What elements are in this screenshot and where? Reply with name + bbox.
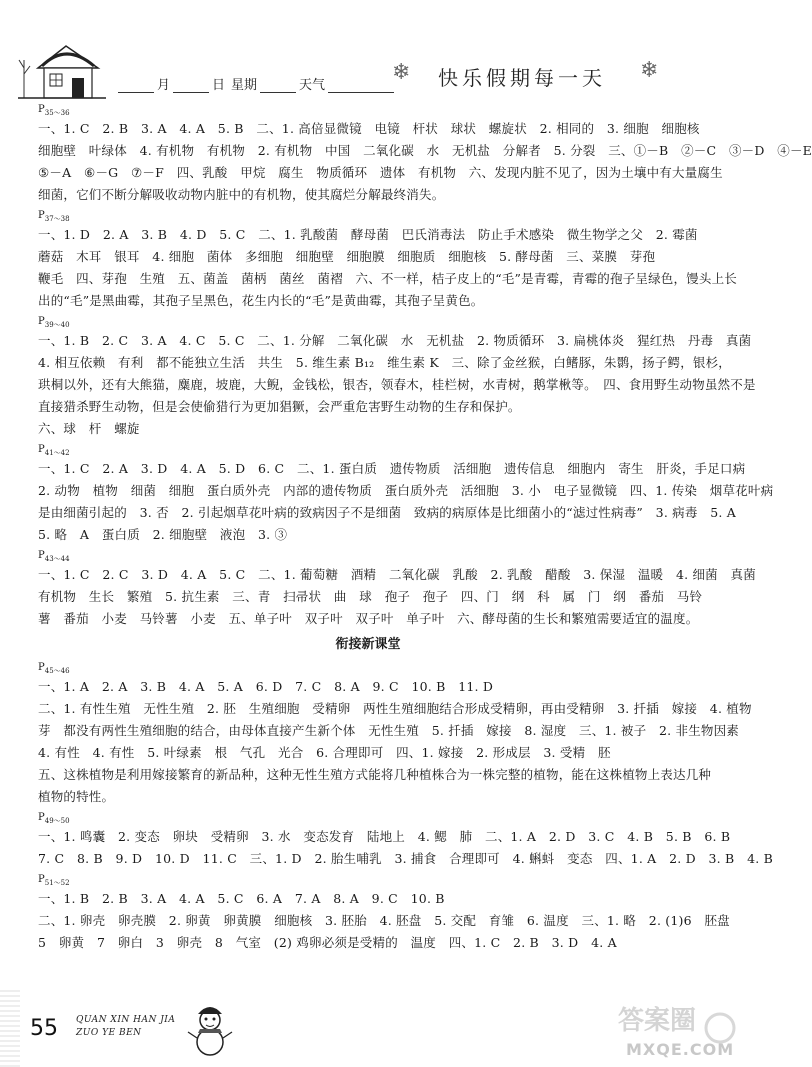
answer-line: 5. 略 A 蛋白质 2. 细胞壁 液泡 3. ③: [38, 527, 288, 542]
answer-section: [38, 872, 730, 954]
snowflake-icon: ❄: [392, 60, 411, 85]
answer-line: 有机物 生长 繁殖 5. 抗生素 三、青 扫帚状 曲 球 孢子 孢子 四、门 纲 科 属 门 纲 番茄 马铃: [38, 589, 703, 604]
series-name: [76, 1014, 175, 1040]
page-header: [0, 0, 750, 100]
answer-line: 4. 相互依赖 有利 都不能独立生活 共生 5. 维生素 B₁₂ 维生素 K 三、除了金丝猴，白鳍豚，朱鹮，扬子鳄，银杉，: [38, 355, 731, 370]
answer-line: 芽 都没有两性生殖细胞的结合，由母体直接产生新个体 无性生殖 5. 扦插 嫁接 8. 湿度 三、1. 被子 2. 非生物因素: [38, 723, 740, 738]
answer-line: 植物的特性。: [38, 789, 115, 804]
answer-section: [38, 548, 756, 630]
weekday-blank: [260, 92, 296, 93]
weather-label: 天气: [299, 78, 326, 93]
weather-blank: [328, 92, 394, 93]
answer-section: [38, 208, 737, 312]
answer-line: 2. 动物 植物 细菌 细胞 蛋白质外壳 内部的遗传物质 蛋白质外壳 活细胞 3. 小 电子显微镜 四、1. 传染 烟草花叶病: [38, 483, 774, 498]
page-range-label: $P_{41\sim 42}$: [38, 444, 70, 457]
page-number: 55: [30, 1016, 58, 1041]
page-range-label: $P_{37\sim 38}$: [38, 210, 70, 223]
answer-line: 直接猎杀野生动物，但是会使偷猎行为更加猖獗，会严重危害野生动物的生存和保护。: [38, 399, 521, 414]
answer-line: 一、1. C 2. A 3. D 4. A 5. D 6. C 二、1. 蛋白质 遗传物质 活细胞 遗传信息 细胞内 寄生 肝炎，手足口病: [38, 461, 746, 476]
snow-house-icon: [18, 40, 108, 100]
series-line-2: ZUO YE BEN: [76, 1028, 142, 1038]
answer-content: [38, 100, 812, 954]
day-label: 日: [212, 78, 226, 93]
date-fill-line: [118, 74, 394, 93]
section-subheading: 衔接新课堂: [335, 637, 401, 652]
page-range-label: $P_{39\sim 40}$: [38, 316, 70, 329]
answer-line: 二、1. 有性生殖 无性生殖 2. 胚 生殖细胞 受精卵 两性生殖细胞结合形成受精卵，再由受精卵 3. 扦插 嫁接 4. 植物: [38, 701, 752, 716]
answer-line: 鞭毛 四、芽孢 生殖 五、菌盖 菌柄 菌丝 菌褶 六、不一样，桔子皮上的“毛”是青霉，青霉的孢子呈绿色，馒头上长: [38, 271, 737, 286]
day-blank: [173, 92, 209, 93]
answer-line: 7. C 8. B 9. D 10. D 11. C 三、1. D 2. 胎生哺乳 3. 捕食 合理即可 4. 蝌蚪 变态 四、1. A 2. D 3. B 4. B: [38, 851, 774, 866]
weekday-label: 星期: [231, 78, 258, 93]
banner-title: 快乐假期每一天: [438, 66, 606, 90]
page-range-label: $P_{49\sim 50}$: [38, 812, 70, 825]
month-blank: [118, 92, 154, 93]
answer-line: ⑤－A ⑥－G ⑦－F 四、乳酸 甲烷 腐生 物质循环 遗体 有机物 六、发现内脏不见了，因为土壤中有大量腐生: [38, 165, 723, 180]
answer-line: 一、1. D 2. A 3. B 4. D 5. C 二、1. 乳酸菌 酵母菌 巴氏消毒法 防止手术感染 微生物学之父 2. 霉菌: [38, 227, 698, 242]
answer-line: 薯 番茄 小麦 马铃薯 小麦 五、单子叶 双子叶 双子叶 单子叶 六、酵母菌的生长和繁殖需要适宜的温度。: [38, 611, 699, 626]
page-range-label: $P_{45\sim 46}$: [38, 662, 70, 675]
answer-line: 二、1. 卵壳 卵壳膜 2. 卵黄 卵黄膜 细胞核 3. 胚胎 4. 胚盘 5. 交配 育雏 6. 温度 三、1. 略 2. (1)6 胚盘: [38, 913, 730, 928]
answer-line: 六、球 杆 螺旋: [38, 421, 140, 436]
page-range-label: $P_{51\sim 52}$: [38, 874, 70, 887]
edge-texture: [0, 990, 20, 1067]
answer-line: 是由细菌引起的 3. 否 2. 引起烟草花叶病的致病因子不是细菌 致病的病原体是比细菌小的“滤过性病毒” 3. 病毒 5. A: [38, 505, 737, 520]
answer-line: 一、1. C 2. B 3. A 4. A 5. B 二、1. 高倍显微镜 电镜 杆状 球状 螺旋状 2. 相同的 3. 细胞 细胞核: [38, 121, 700, 136]
answer-line: 一、1. B 2. B 3. A 4. A 5. C 6. A 7. A 8. A 9. C 10. B: [38, 891, 445, 906]
page-footer: [0, 990, 750, 1067]
answer-line: 出的“毛”是黑曲霉，其孢子呈黑色，花生内长的“毛”是黄曲霉，其孢子呈黄色。: [38, 293, 484, 308]
page-range-label: $P_{43\sim 44}$: [38, 550, 70, 563]
answer-section: [38, 314, 756, 440]
answer-line: 细菌，它们不断分解吸收动物内脏中的有机物，使其腐烂分解最终消失。: [38, 187, 445, 202]
answer-line: 一、1. B 2. C 3. A 4. C 5. C 二、1. 分解 二氧化碳 水 无机盐 2. 物质循环 3. 扁桃体炎 猩红热 丹毒 真菌: [38, 333, 752, 348]
answer-line: 细胞壁 叶绿体 4. 有机物 有机物 2. 有机物 中国 二氧化碳 水 无机盐 分解者 5. 分裂 三、①－B ②－C ③－D ④－E: [38, 143, 812, 158]
answer-section: [38, 102, 812, 206]
snowflake-icon: ❄: [640, 58, 659, 83]
watermark-url: MXQE.COM: [626, 1040, 735, 1059]
answer-line: 4. 有性 4. 有性 5. 叶绿素 根 气孔 光合 6. 合理即可 四、1. 嫁接 2. 形成层 3. 受精 胚: [38, 745, 611, 760]
series-line-1: QUAN XIN HAN JIA: [76, 1015, 176, 1025]
answer-line: 一、1. A 2. A 3. B 4. A 5. A 6. D 7. C 8. A 9. C 10. B 11. D: [38, 679, 494, 694]
answer-line: 5 卵黄 7 卵白 3 卵壳 8 气室 (2) 鸡卵必须是受精的 温度 四、1. C 2. B 3. D 4. A: [38, 935, 617, 950]
answer-line: 蘑菇 木耳 银耳 4. 细胞 菌体 多细胞 细胞壁 细胞膜 细胞质 细胞核 5. 酵母菌 三、菜膜 芽孢: [38, 249, 656, 264]
answer-line: 一、1. C 2. C 3. D 4. A 5. C 二、1. 葡萄糖 酒精 二氧化碳 乳酸 2. 乳酸 醋酸 3. 保湿 温暖 4. 细菌 真菌: [38, 567, 756, 582]
watermark-title: 答案圈: [618, 1006, 697, 1036]
answer-section: [38, 660, 752, 808]
page-range-label: $P_{35\sim 36}$: [38, 104, 70, 117]
answer-line: 一、1. 鸣囊 2. 变态 卵块 受精卵 3. 水 变态发育 陆地上 4. 鳃 肺 二、1. A 2. D 3. C 4. B 5. B 6. B: [38, 829, 731, 844]
answer-line: 珙桐以外，还有大熊猫，麋鹿，坡鹿，大鲵，金钱松，银杏，领春木，桂栏树，水青树，鹅掌楸等。 四、食用野生动物虽然不是: [38, 377, 756, 392]
answer-section: [38, 442, 774, 546]
answer-section: [38, 810, 774, 870]
month-label: 月: [157, 78, 171, 93]
answer-line: 五、这株植物是利用嫁接繁育的新品种，这种无性生殖方式能将几种植株合为一株完整的植物，能在这株植物上表达几种: [38, 767, 712, 782]
snowman-icon: [186, 1002, 234, 1058]
